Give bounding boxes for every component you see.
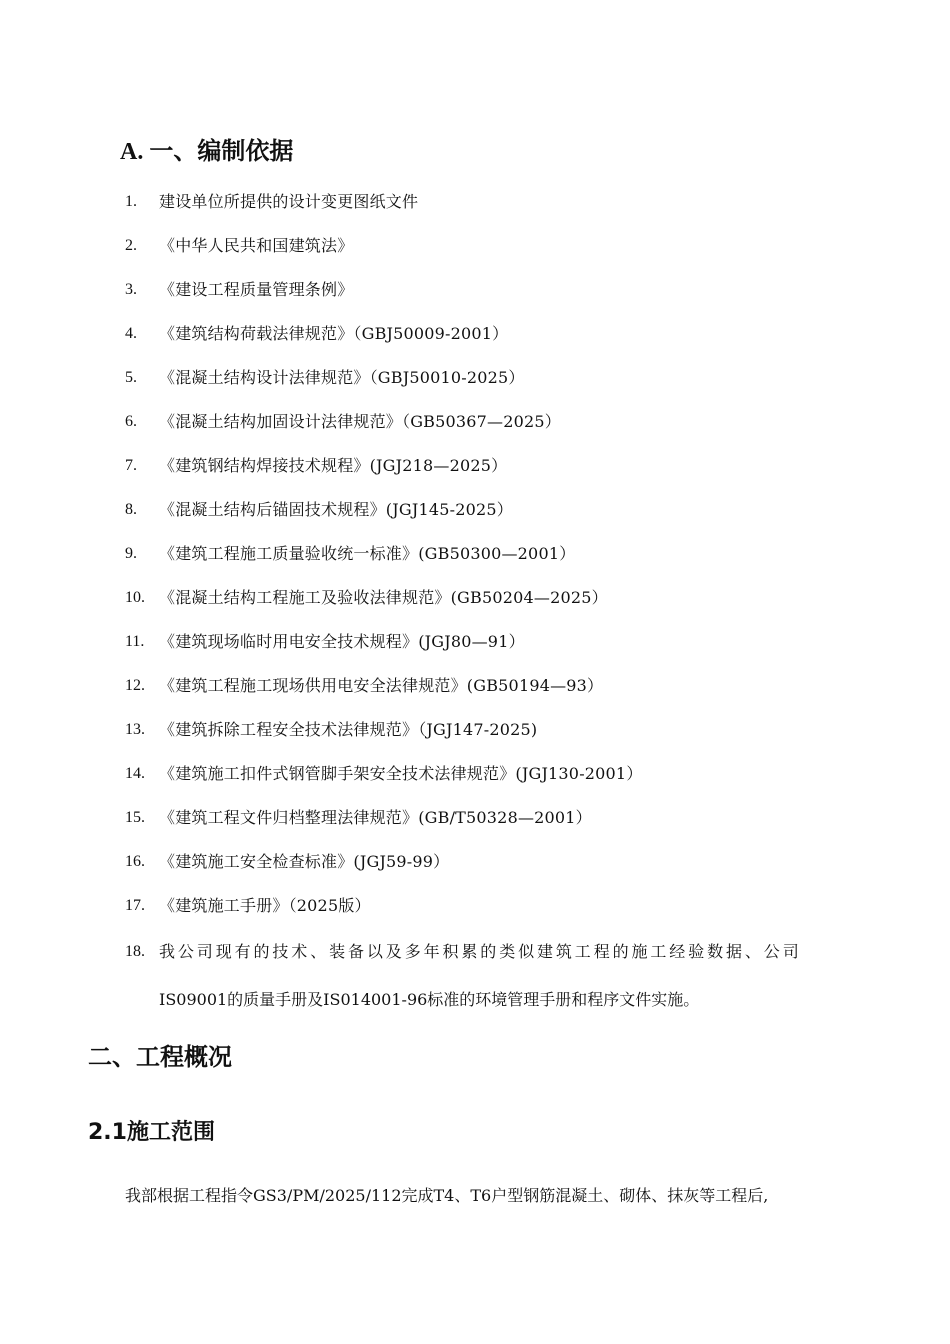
list-item-18-first-line bbox=[125, 932, 877, 972]
list-item-number: 14. bbox=[125, 765, 145, 782]
list-item bbox=[125, 274, 643, 318]
list-item-text: 《建筑现场临时用电安全技术规程》(JGJ80—91） bbox=[159, 632, 525, 651]
list-item-text: 《中华人民共和国建筑法》 bbox=[159, 236, 354, 255]
list-item-number: 10. bbox=[125, 589, 145, 606]
list-item-number: 7. bbox=[125, 457, 137, 474]
list-item-text: 《混凝土结构加固设计法律规范》（GB50367—2025） bbox=[159, 412, 561, 431]
list-item-text: 《建筑拆除工程安全技术法律规范》（JGJ147-2025) bbox=[159, 720, 538, 739]
section-1-title: 一、编制依据 bbox=[149, 137, 294, 165]
list-item-number: 15. bbox=[125, 809, 145, 826]
list-item bbox=[125, 714, 643, 758]
list-item bbox=[125, 846, 643, 890]
list-item bbox=[125, 186, 643, 230]
list-item-text: 《建筑工程施工质量验收统一标准》(GB50300—2001） bbox=[159, 544, 576, 563]
list-item-text: 《混凝土结构后锚固技术规程》(JGJ145-2025） bbox=[159, 500, 513, 519]
list-item-number: 6. bbox=[125, 413, 137, 430]
list-item-text: 《混凝土结构设计法律规范》（GBJ50010-2025） bbox=[159, 368, 525, 387]
list-item-number: 2. bbox=[125, 237, 137, 254]
list-item-number: 16. bbox=[125, 853, 145, 870]
list-item-18-second-line: IS09001的质量手册及IS014001-96标准的环境管理手册和程序文件实施。 bbox=[159, 990, 700, 1009]
list-item bbox=[125, 802, 643, 846]
list-item-number: 11. bbox=[125, 633, 145, 650]
list-item bbox=[125, 450, 643, 494]
list-item-text: 《建筑钢结构焊接技术规程》(JGJ218—2025） bbox=[159, 456, 508, 475]
list-item-number: 17. bbox=[125, 897, 145, 914]
list-item-number: 13. bbox=[125, 721, 145, 738]
list-item-text: 建设单位所提供的设计变更图纸文件 bbox=[159, 192, 419, 211]
list-item-text: 我公司现有的技术、装备以及多年积累的类似建筑工程的施工经验数据、公司 bbox=[159, 942, 802, 961]
list-item-text: 《建筑工程施工现场供用电安全法律规范》(GB50194—93） bbox=[159, 676, 604, 695]
list-item bbox=[125, 582, 643, 626]
list-item bbox=[125, 406, 643, 450]
list-item-18 bbox=[125, 932, 877, 1012]
list-item bbox=[125, 230, 643, 274]
subsection-2-1-heading: 2.1施工范围 bbox=[88, 1120, 215, 1145]
list-item-number: 1. bbox=[125, 193, 137, 210]
list-item bbox=[125, 626, 643, 670]
list-item-number: 4. bbox=[125, 325, 137, 342]
list-item-number: 3. bbox=[125, 281, 137, 298]
basis-list bbox=[125, 186, 643, 934]
list-item bbox=[125, 670, 643, 714]
list-item-text: 《建筑结构荷载法律规范》（GBJ50009-2001） bbox=[159, 324, 509, 343]
list-item-text: 《混凝土结构工程施工及验收法律规范》(GB50204—2025） bbox=[159, 588, 608, 607]
list-item bbox=[125, 758, 643, 802]
list-item-text: 《建筑施工扣件式钢管脚手架安全技术法律规范》(JGJ130-2001） bbox=[159, 764, 643, 783]
list-item bbox=[125, 890, 643, 934]
list-item-number: 5. bbox=[125, 369, 137, 386]
list-item-number: 9. bbox=[125, 545, 137, 562]
section-2-heading: 二、工程概况 bbox=[88, 1043, 232, 1071]
list-item-number: 12. bbox=[125, 677, 145, 694]
list-item-text: 《建设工程质量管理条例》 bbox=[159, 280, 354, 299]
list-item bbox=[125, 318, 643, 362]
list-item-text: 《建筑工程文件归档整理法律规范》(GB/T50328—2001） bbox=[159, 808, 592, 827]
list-item-text: 《建筑施工手册》（2025版） bbox=[159, 896, 371, 915]
list-item bbox=[125, 362, 643, 406]
section-1-heading bbox=[120, 136, 293, 167]
section-1-number: A. bbox=[120, 139, 144, 165]
list-item-text: 《建筑施工安全检查标准》(JGJ59-99） bbox=[159, 852, 450, 871]
list-item-number: 18. bbox=[125, 943, 145, 960]
list-item-number: 8. bbox=[125, 501, 137, 518]
list-item bbox=[125, 494, 643, 538]
list-item bbox=[125, 538, 643, 582]
body-paragraph: 我部根据工程指令GS3/PM/2025/112完成T4、T6户型钢筋混凝土、砌体、抹灰等工程后, bbox=[125, 1186, 769, 1205]
